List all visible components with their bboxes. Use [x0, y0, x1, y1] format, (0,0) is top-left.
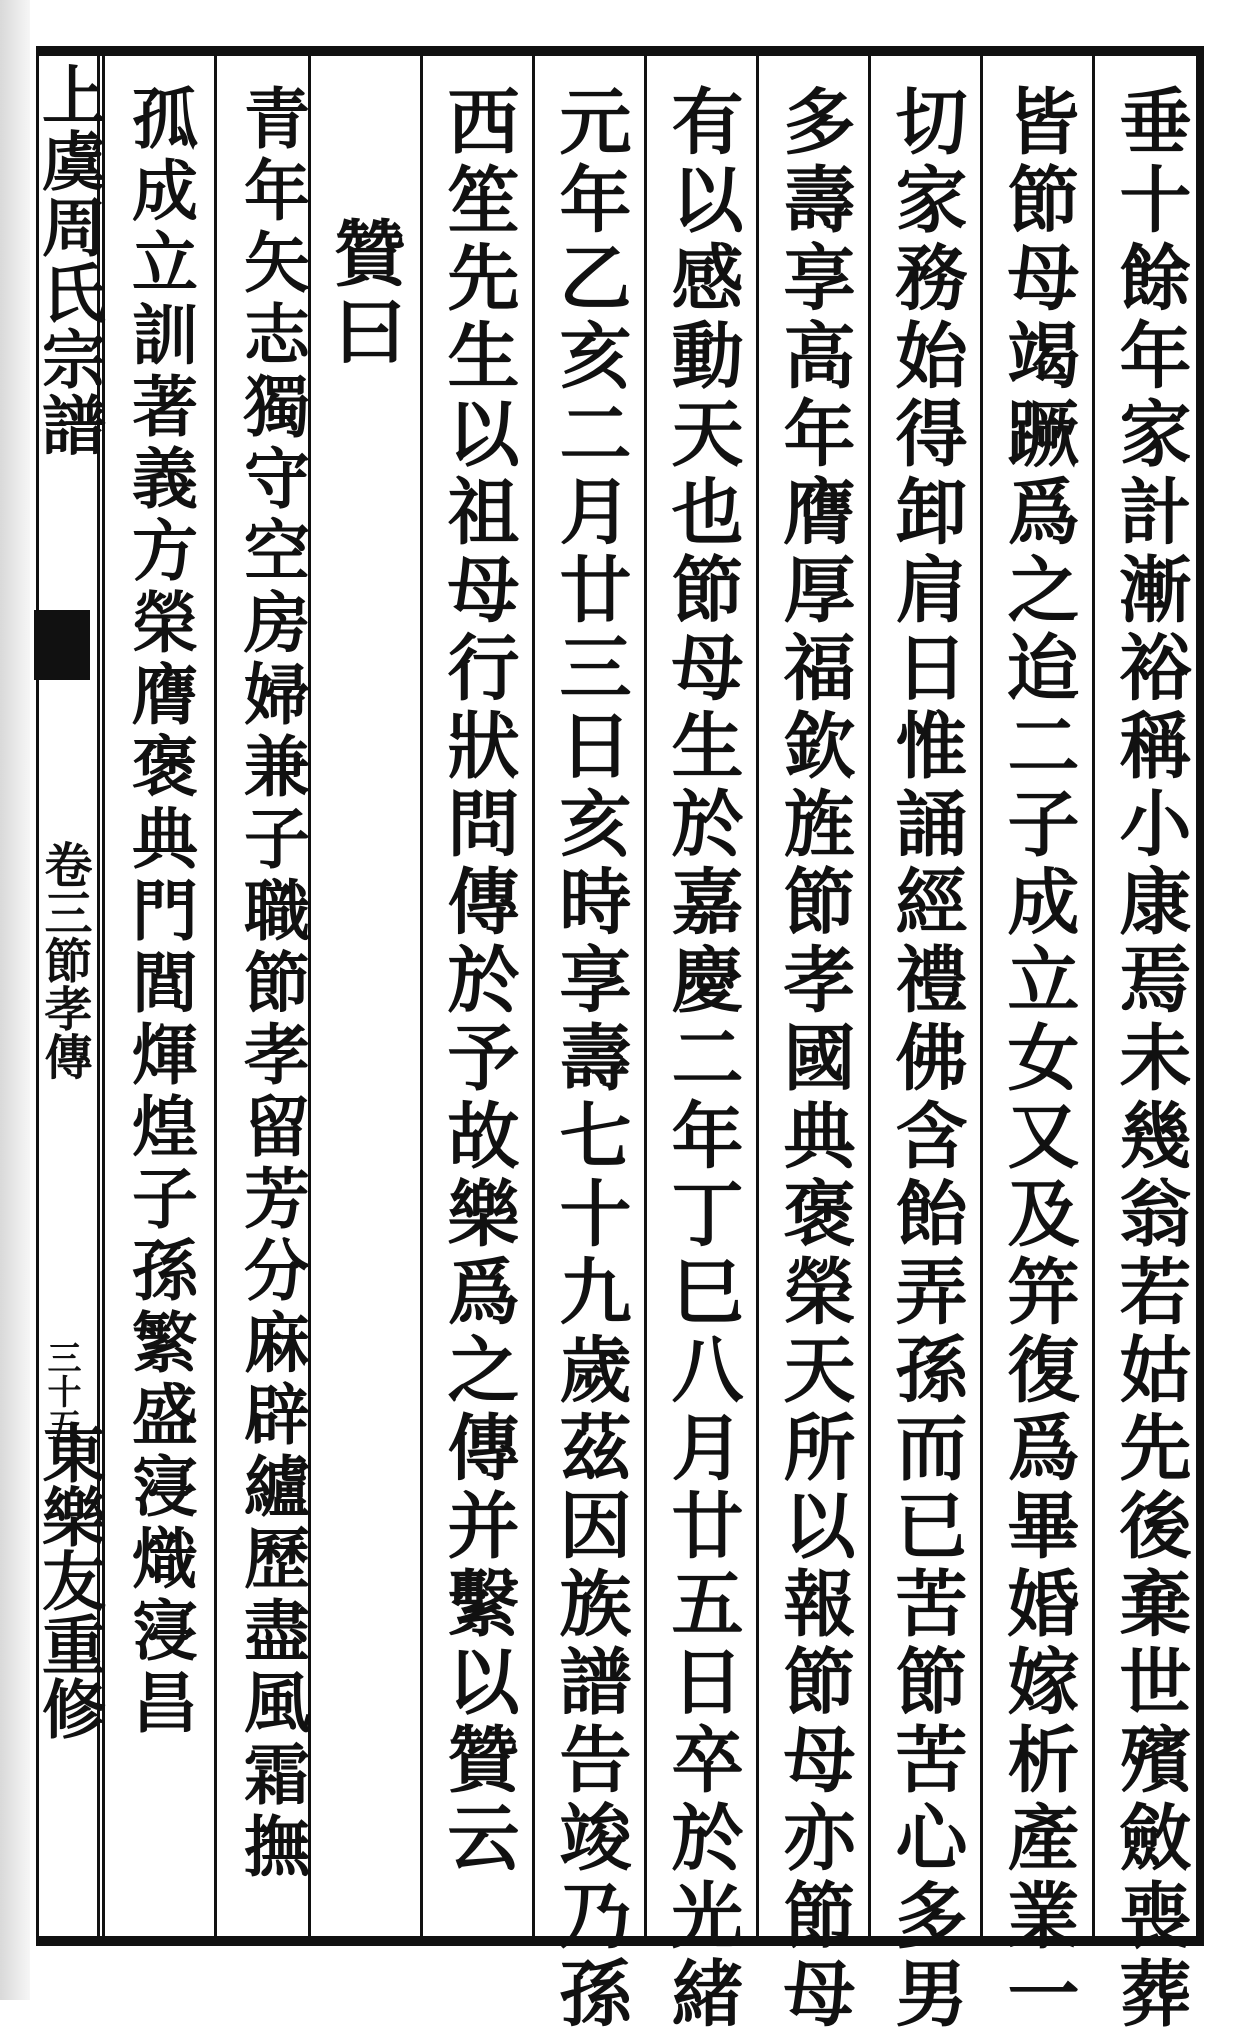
column-text: 青年矢志獨守空房婦兼子職節孝留芳分麻辟纑歷盡風霜撫 [232, 84, 311, 1884]
column-text: 皆節母竭蹶爲之迨二子成立女又及笄復爲畢婚嫁析產業一 [995, 84, 1081, 2034]
text-column-10 [214, 56, 326, 1936]
text-column-4 [756, 56, 868, 2034]
column-text: 元年乙亥二月廿三日亥時享壽七十九歲茲因族譜告竣乃孫 [547, 84, 633, 2034]
text-column-2 [980, 56, 1092, 2034]
volume-label [36, 840, 92, 1080]
eulogy-heading: 贊曰 [322, 216, 407, 372]
hall-name: 東樂友重修 [31, 1420, 106, 1740]
column-text: 垂十餘年家計漸裕稱小康焉未幾翁若姑先後棄世殯斂喪葬 [1107, 84, 1193, 2034]
text-column-7 [420, 56, 532, 1936]
column-text: 有以感動天也節母生於嘉慶二年丁巳八月廿五日卒於光緒 [659, 84, 745, 2034]
section-text: 節孝傳 [36, 936, 92, 1080]
column-text: 孤成立訓著義方榮膺褒典門閭煇煌子孫繁盛寖熾寖昌 [120, 84, 199, 1740]
text-column-3 [868, 56, 980, 2034]
text-column-1 [1092, 56, 1204, 2034]
column-text: 西笙先生以祖母行狀問傳於予故樂爲之傳并繫以贊云 [435, 84, 521, 1878]
column-text: 切家務始得卸肩日惟誦經禮佛含飴弄孫而已苦節苦心多男 [883, 84, 969, 2034]
fishtail-mark [34, 610, 90, 680]
column-text: 多壽享高年膺厚福欽旌節孝國典褒榮天所以報節母亦節母 [771, 84, 857, 2034]
text-column-6 [532, 56, 644, 2034]
text-column-11 [102, 56, 214, 1936]
genealogy-title: 上虞周氏宗譜 [31, 62, 106, 458]
volume-text: 卷三 [36, 840, 92, 936]
text-column-5 [644, 56, 756, 2034]
page-number: 三十五 [41, 1340, 81, 1442]
page-binding-shadow [0, 0, 30, 2000]
